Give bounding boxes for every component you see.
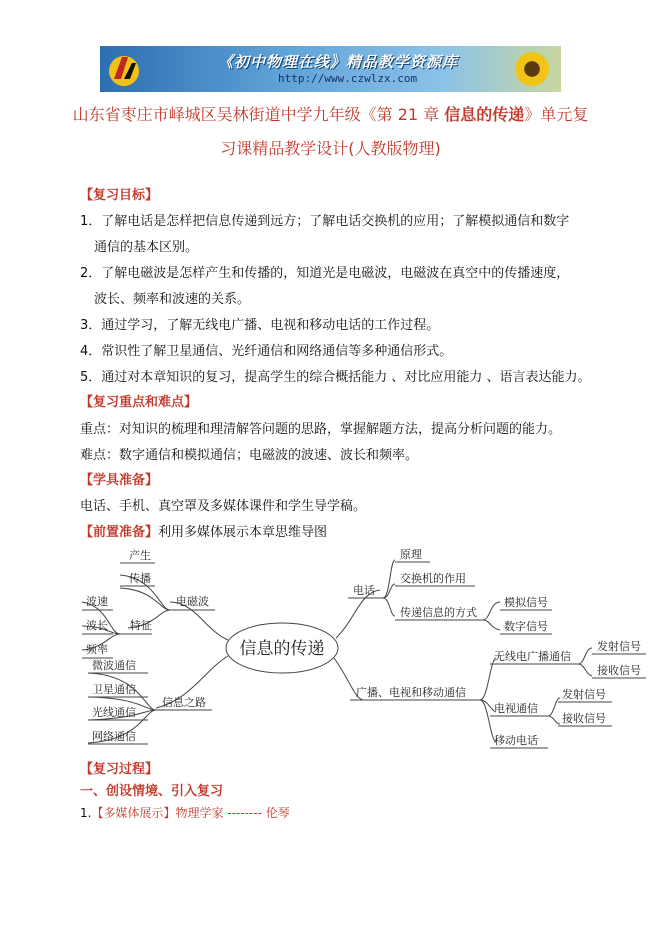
mind-radio: 无线电广播通信 <box>494 650 571 663</box>
mind-network: 网络通信 <box>92 730 136 743</box>
mind-emw-gen: 产生 <box>129 549 151 562</box>
mind-mobile: 移动电话 <box>494 734 538 747</box>
mind-satellite: 卫星通信 <box>92 683 136 696</box>
logo-icon <box>104 49 144 89</box>
mind-send1: 发射信号 <box>597 640 641 653</box>
prep-line: 【前置准备】利用多媒体展示本章思维导图 <box>80 525 328 540</box>
mind-recv2: 接收信号 <box>562 712 606 725</box>
goal-5: 5．通过对本章知识的复习，提高学生的综合概括能力 、对比应用能力 、语言表达能力。 <box>80 370 591 385</box>
mind-speed: 波速 <box>86 595 108 608</box>
process-item-1: 1.【多媒体展示】物理学家 -------- 伦琴 <box>80 806 290 820</box>
mind-principle: 原理 <box>400 548 422 561</box>
goal-2-cont: 波长、频率和波速的关系。 <box>94 292 251 307</box>
mind-frequency: 频率 <box>86 643 108 656</box>
mind-switch: 交换机的作用 <box>400 572 466 585</box>
mind-microwave: 微波通信 <box>92 659 136 672</box>
mind-recv1: 接收信号 <box>597 664 641 677</box>
sunflower-icon <box>513 50 551 88</box>
doc-title-line2: 习课精品教学设计(人教版物理) <box>220 139 441 158</box>
mind-road: 信息之路 <box>162 696 206 709</box>
header-banner <box>100 46 561 92</box>
mind-emw: 电磁波 <box>176 595 209 608</box>
mind-method: 传递信息的方式 <box>400 606 477 619</box>
goal-3: 3．通过学习，了解无线电广播、电视和移动电话的工作过程。 <box>80 318 440 333</box>
mind-send2: 发射信号 <box>562 688 606 701</box>
key-focus: 重点：对知识的梳理和理清解答问题的思路，掌握解题方法，提高分析问题的能力。 <box>80 422 562 437</box>
mind-fiber: 光线通信 <box>92 706 136 719</box>
banner-url[interactable]: http://www.czwlzx.com <box>278 72 418 85</box>
goal-2: 2．了解电磁波是怎样产生和传播的，知道光是电磁波，电磁波在真空中的传播速度， <box>80 266 570 281</box>
mind-phone: 电话 <box>353 584 375 597</box>
goal-4: 4．常识性了解卫星通信、光纤通信和网络通信等多种通信形式。 <box>80 344 453 359</box>
key-difficulty: 难点：数字通信和模拟通信；电磁波的波速、波长和频率。 <box>80 448 419 463</box>
mind-broadcast-group: 广播、电视和移动通信 <box>356 686 466 699</box>
tools-text: 电话、手机、真空罩及多媒体课件和学生导学稿。 <box>80 499 367 514</box>
mind-center: 信息的传递 <box>239 639 325 659</box>
mind-analog: 模拟信号 <box>504 596 548 609</box>
doc-title-line1: 山东省枣庄市峄城区吴林街道中学九年级《第 21 章 信息的传递》单元复 <box>72 105 589 124</box>
goal-1-cont: 通信的基本区别。 <box>94 240 199 255</box>
mind-feature: 特征 <box>130 619 152 632</box>
mind-map <box>0 540 661 750</box>
key-heading: 【复习重点和难点】 <box>80 395 198 410</box>
tools-heading: 【学具准备】 <box>80 473 159 488</box>
mind-tv: 电视通信 <box>494 702 538 715</box>
banner-title: 《初中物理在线》精品教学资源库 <box>218 53 459 71</box>
goals-heading: 【复习目标】 <box>80 188 159 203</box>
process-heading: 【复习过程】 <box>80 762 159 777</box>
mind-digital: 数字信号 <box>504 620 548 633</box>
goal-1: 1．了解电话是怎样把信息传递到远方；了解电话交换机的应用；了解模拟通信和数字 <box>80 214 570 229</box>
mind-wavelength: 波长 <box>86 619 108 632</box>
process-sub: 一、创设情境、引入复习 <box>80 784 224 799</box>
mind-emw-prop: 传播 <box>129 572 151 585</box>
